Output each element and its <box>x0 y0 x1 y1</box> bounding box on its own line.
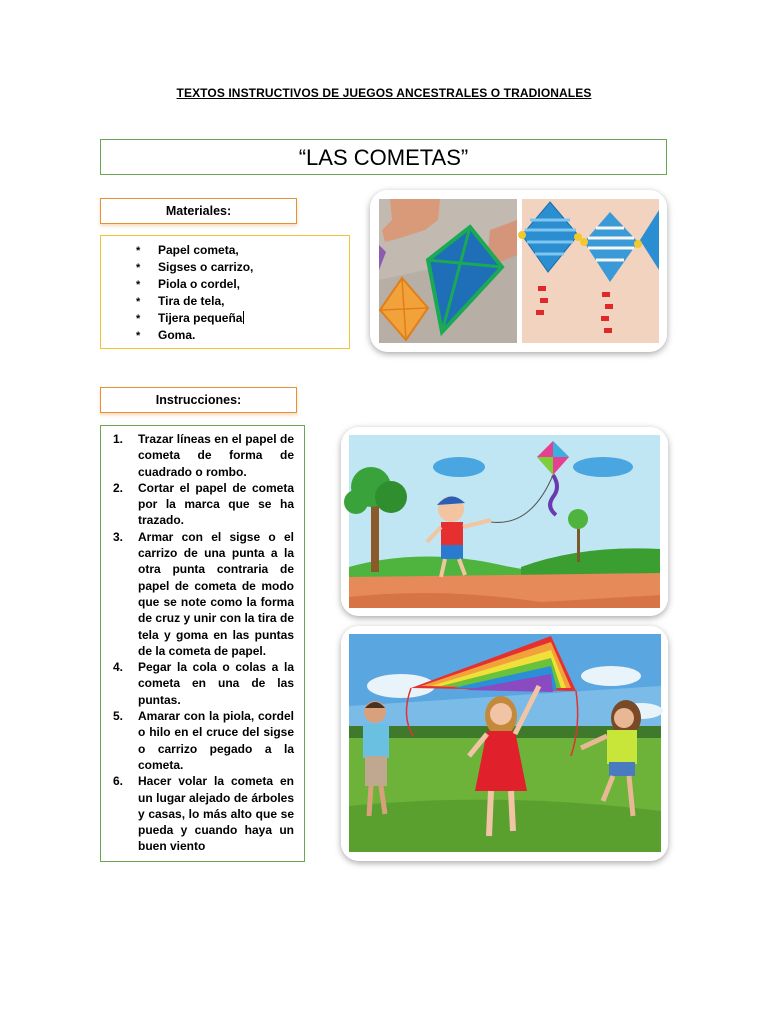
step-text: Trazar líneas en el papel de cometa de forma de cuadrado o rombo. <box>138 432 294 479</box>
children-flying-kite-photo <box>341 626 668 861</box>
material-text: Tira de tela, <box>158 294 225 308</box>
material-text: Papel cometa, <box>158 243 239 257</box>
bullet-icon: * <box>136 279 141 291</box>
list-item <box>101 259 349 276</box>
step-number: 5. <box>113 709 124 724</box>
step-number: 2. <box>113 480 124 495</box>
instruction-step <box>101 659 294 708</box>
instructions-list <box>101 431 294 855</box>
instruction-step <box>101 431 294 480</box>
bullet-icon: * <box>136 262 141 274</box>
instructions-list-box <box>100 425 305 862</box>
materials-label: Materiales: <box>100 198 297 224</box>
material-text: Goma. <box>158 328 196 342</box>
instruction-step <box>101 773 294 854</box>
instructions-label: Instrucciones: <box>100 387 297 413</box>
text-cursor <box>243 311 244 324</box>
kite-drawing-illustration <box>341 427 668 616</box>
step-number: 4. <box>113 660 124 675</box>
page-title: “LAS COMETAS” <box>100 139 667 175</box>
bullet-icon: * <box>136 296 141 308</box>
step-number: 6. <box>113 774 124 789</box>
instruction-step <box>101 708 294 773</box>
instruction-step <box>101 529 294 659</box>
list-item <box>101 242 349 259</box>
material-text: Piola o cordel, <box>158 277 241 291</box>
step-number: 1. <box>113 432 124 446</box>
step-text: Amarar con la piola, cordel o hilo en el cruce del sigse o carrizo pegado a la cometa. <box>138 709 294 772</box>
step-text: Hacer volar la cometa en un lugar alejado de árboles y casas, lo más alto que se pueda y cuando haya un buen viento <box>138 774 294 854</box>
materials-list-box <box>100 235 350 349</box>
list-item <box>101 327 349 344</box>
material-text: Tijera pequeña <box>158 311 243 325</box>
bullet-icon: * <box>136 330 141 342</box>
bullet-icon: * <box>136 245 141 257</box>
step-text: Pegar la cola o colas a la cometa en una de las puntas. <box>138 660 294 707</box>
document-heading: TEXTOS INSTRUCTIVOS DE JUEGOS ANCESTRALES O TRADIONALES <box>176 86 592 100</box>
material-text: Sigses o carrizo, <box>158 260 254 274</box>
instruction-step <box>101 480 294 529</box>
materials-list <box>101 242 349 344</box>
list-item <box>101 276 349 293</box>
bullet-icon: * <box>136 313 141 325</box>
step-text: Cortar el papel de cometa por la marca que se ha trazado. <box>138 480 294 528</box>
kites-photo <box>370 190 667 352</box>
step-number: 3. <box>113 529 124 544</box>
step-text: Armar con el sigse o el carrizo de una punta a la otra punta contraria de papel de cometa de modo que se note como la forma de cruz y unir con la tira de tela y goma en las puntas de la cometa de papel. <box>138 529 294 658</box>
list-item <box>101 293 349 310</box>
list-item <box>101 310 349 327</box>
